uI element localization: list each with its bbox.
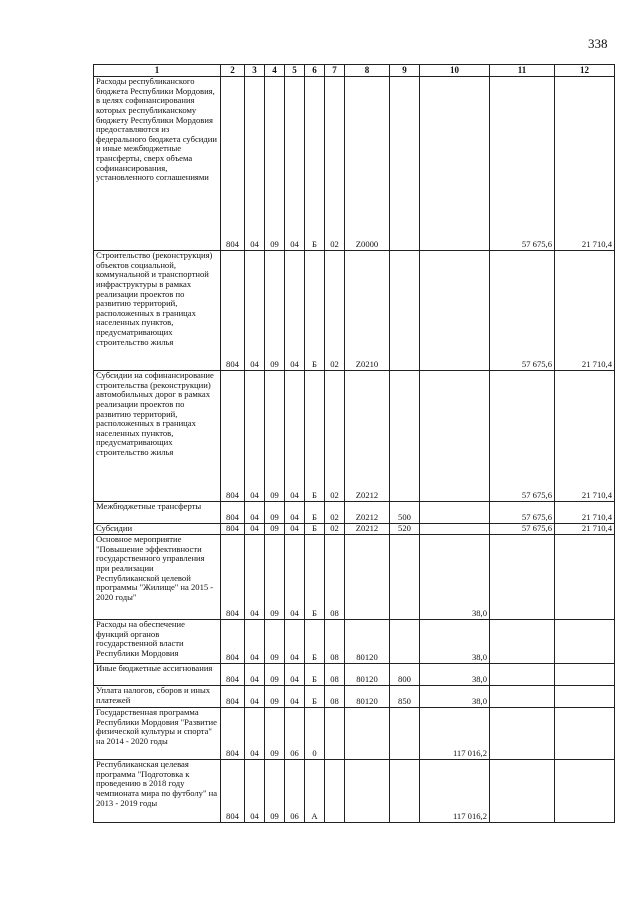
code-program-cell: 04: [285, 77, 305, 251]
code-expense-type-cell: [390, 535, 420, 620]
code-subprogram-cell: Б: [305, 371, 325, 502]
page-number: 338: [588, 36, 608, 51]
code-expense-type-cell: [390, 251, 420, 371]
amount-2021-cell: [555, 535, 615, 620]
code-subprogram-cell: Б: [305, 502, 325, 524]
table-row: [94, 371, 615, 502]
code-admin-cell: 804: [221, 686, 245, 708]
code-subprogram-cell: Б: [305, 664, 325, 686]
amount-2021-cell: [555, 664, 615, 686]
amount-2020-cell: [490, 535, 555, 620]
column-header: 5: [285, 65, 305, 77]
code-section-cell: 04: [245, 77, 265, 251]
code-direction-cell: Z0212: [345, 371, 390, 502]
row-label-cell: Основное мероприятие "Повышение эффективности государственного управления при реализации Республиканской целевой программы "Жилище" на 2015 - 2020 годы": [94, 535, 221, 620]
code-subprogram-cell: Б: [305, 524, 325, 535]
column-header: 6: [305, 65, 325, 77]
code-section-cell: 04: [245, 251, 265, 371]
row-label-cell: Субсидии на софинансирование строительства (реконструкции) автомобильных дорог в рамках реализации проектов по развитию территорий, расположенных в границах населенных пунктов, предусматривающих строительство жилья: [94, 371, 221, 502]
code-event-cell: 02: [325, 524, 345, 535]
column-header: 3: [245, 65, 265, 77]
amount-2019-cell: [420, 77, 490, 251]
code-direction-cell: 80120: [345, 620, 390, 664]
code-direction-cell: [345, 760, 390, 823]
code-expense-type-cell: 800: [390, 664, 420, 686]
code-expense-type-cell: 850: [390, 686, 420, 708]
code-admin-cell: 804: [221, 535, 245, 620]
row-label-cell: Межбюджетные трансферты: [94, 502, 221, 524]
code-section-cell: 04: [245, 535, 265, 620]
column-header: 4: [265, 65, 285, 77]
column-header: 7: [325, 65, 345, 77]
code-expense-type-cell: 500: [390, 502, 420, 524]
amount-2019-cell: 38,0: [420, 686, 490, 708]
column-header: 11: [490, 65, 555, 77]
code-admin-cell: 804: [221, 708, 245, 760]
code-expense-type-cell: [390, 371, 420, 502]
row-label-cell: Уплата налогов, сборов и иных платежей: [94, 686, 221, 708]
table-row: [94, 760, 615, 823]
row-label-cell: Расходы республиканского бюджета Республики Мордовия, в целях софинансирования которых республиканскому бюджету Республики Мордовия предоставляются из федерального бюджета субсидии и иные межбюджетные трансферты, сверх объема софинансирования, установленного соглашениями: [94, 77, 221, 251]
code-subprogram-cell: Б: [305, 620, 325, 664]
code-direction-cell: 80120: [345, 686, 390, 708]
code-direction-cell: 80120: [345, 664, 390, 686]
code-subprogram-cell: А: [305, 760, 325, 823]
table-row: [94, 535, 615, 620]
code-subsection-cell: 09: [265, 502, 285, 524]
code-section-cell: 04: [245, 524, 265, 535]
code-expense-type-cell: [390, 760, 420, 823]
code-expense-type-cell: 520: [390, 524, 420, 535]
code-section-cell: 04: [245, 502, 265, 524]
column-header: 9: [390, 65, 420, 77]
code-expense-type-cell: [390, 77, 420, 251]
code-event-cell: 08: [325, 686, 345, 708]
code-admin-cell: 804: [221, 251, 245, 371]
code-admin-cell: 804: [221, 664, 245, 686]
row-label-cell: Строительство (реконструкция) объектов социальной, коммунальной и транспортной инфраструктуры в рамках реализации проектов по развитию территорий, расположенных в границах населенных пунктов, предусматривающих строительство жилья: [94, 251, 221, 371]
row-label-cell: Иные бюджетные ассигнования: [94, 664, 221, 686]
code-program-cell: 04: [285, 620, 305, 664]
code-program-cell: 04: [285, 251, 305, 371]
code-event-cell: [325, 760, 345, 823]
amount-2020-cell: [490, 620, 555, 664]
amount-2019-cell: 38,0: [420, 664, 490, 686]
code-expense-type-cell: [390, 620, 420, 664]
code-direction-cell: Z0000: [345, 77, 390, 251]
amount-2021-cell: 21 710,4: [555, 502, 615, 524]
code-section-cell: 04: [245, 708, 265, 760]
code-event-cell: 08: [325, 664, 345, 686]
code-subsection-cell: 09: [265, 371, 285, 502]
amount-2019-cell: [420, 251, 490, 371]
code-program-cell: 04: [285, 524, 305, 535]
column-header: 8: [345, 65, 390, 77]
code-section-cell: 04: [245, 620, 265, 664]
code-program-cell: 06: [285, 760, 305, 823]
code-direction-cell: [345, 535, 390, 620]
code-program-cell: 04: [285, 502, 305, 524]
amount-2020-cell: [490, 760, 555, 823]
code-admin-cell: 804: [221, 502, 245, 524]
amount-2020-cell: 57 675,6: [490, 371, 555, 502]
code-program-cell: 04: [285, 686, 305, 708]
code-admin-cell: 804: [221, 620, 245, 664]
amount-2021-cell: 21 710,4: [555, 371, 615, 502]
amount-2021-cell: [555, 686, 615, 708]
code-direction-cell: Z0212: [345, 502, 390, 524]
code-event-cell: 08: [325, 620, 345, 664]
amount-2021-cell: [555, 708, 615, 760]
code-subsection-cell: 09: [265, 708, 285, 760]
table-row: [94, 708, 615, 760]
code-admin-cell: 804: [221, 77, 245, 251]
code-subprogram-cell: Б: [305, 251, 325, 371]
code-subsection-cell: 09: [265, 760, 285, 823]
amount-2021-cell: 21 710,4: [555, 251, 615, 371]
code-program-cell: 04: [285, 371, 305, 502]
code-subsection-cell: 09: [265, 251, 285, 371]
amount-2021-cell: 21 710,4: [555, 524, 615, 535]
code-subprogram-cell: 0: [305, 708, 325, 760]
amount-2021-cell: 21 710,4: [555, 77, 615, 251]
code-subsection-cell: 09: [265, 535, 285, 620]
row-label-cell: Государственная программа Республики Мордовия "Развитие физической культуры и спорта" на 2014 - 2020 годы: [94, 708, 221, 760]
code-subsection-cell: 09: [265, 524, 285, 535]
code-direction-cell: Z0212: [345, 524, 390, 535]
table-row: [94, 664, 615, 686]
amount-2019-cell: 38,0: [420, 535, 490, 620]
code-subsection-cell: 09: [265, 620, 285, 664]
amount-2020-cell: 57 675,6: [490, 502, 555, 524]
code-subprogram-cell: Б: [305, 535, 325, 620]
code-section-cell: 04: [245, 664, 265, 686]
amount-2019-cell: [420, 524, 490, 535]
code-event-cell: 02: [325, 251, 345, 371]
amount-2019-cell: 38,0: [420, 620, 490, 664]
code-subprogram-cell: Б: [305, 686, 325, 708]
code-program-cell: 06: [285, 708, 305, 760]
amount-2020-cell: [490, 664, 555, 686]
amount-2020-cell: 57 675,6: [490, 251, 555, 371]
column-header: 2: [221, 65, 245, 77]
amount-2019-cell: 117 016,2: [420, 760, 490, 823]
amount-2020-cell: 57 675,6: [490, 77, 555, 251]
code-subsection-cell: 09: [265, 664, 285, 686]
code-program-cell: 04: [285, 535, 305, 620]
amount-2020-cell: 57 675,6: [490, 524, 555, 535]
table-row: [94, 524, 615, 535]
budget-table: [93, 64, 615, 823]
amount-2019-cell: 117 016,2: [420, 708, 490, 760]
column-header: 10: [420, 65, 490, 77]
code-section-cell: 04: [245, 760, 265, 823]
code-section-cell: 04: [245, 371, 265, 502]
amount-2019-cell: [420, 502, 490, 524]
code-direction-cell: Z0210: [345, 251, 390, 371]
amount-2019-cell: [420, 371, 490, 502]
code-admin-cell: 804: [221, 524, 245, 535]
table-row: [94, 251, 615, 371]
code-subsection-cell: 09: [265, 77, 285, 251]
amount-2021-cell: [555, 620, 615, 664]
code-program-cell: 04: [285, 664, 305, 686]
amount-2020-cell: [490, 708, 555, 760]
code-event-cell: 02: [325, 502, 345, 524]
table-row: [94, 502, 615, 524]
row-label-cell: Субсидии: [94, 524, 221, 535]
row-label-cell: Расходы на обеспечение функций органов государственной власти Республики Мордовия: [94, 620, 221, 664]
code-subsection-cell: 09: [265, 686, 285, 708]
code-event-cell: [325, 708, 345, 760]
amount-2021-cell: [555, 760, 615, 823]
code-event-cell: 08: [325, 535, 345, 620]
code-subprogram-cell: Б: [305, 77, 325, 251]
table-row: [94, 620, 615, 664]
code-admin-cell: 804: [221, 371, 245, 502]
column-header: 12: [555, 65, 615, 77]
table-row: [94, 686, 615, 708]
code-admin-cell: 804: [221, 760, 245, 823]
code-expense-type-cell: [390, 708, 420, 760]
code-section-cell: 04: [245, 686, 265, 708]
table-row: [94, 77, 615, 251]
code-event-cell: 02: [325, 371, 345, 502]
code-event-cell: 02: [325, 77, 345, 251]
amount-2020-cell: [490, 686, 555, 708]
column-header: 1: [94, 65, 221, 77]
header-row: [94, 65, 615, 77]
row-label-cell: Республиканская целевая программа "Подготовка к проведению в 2018 году чемпионата мира по футболу" на 2013 - 2019 годы: [94, 760, 221, 823]
code-direction-cell: [345, 708, 390, 760]
